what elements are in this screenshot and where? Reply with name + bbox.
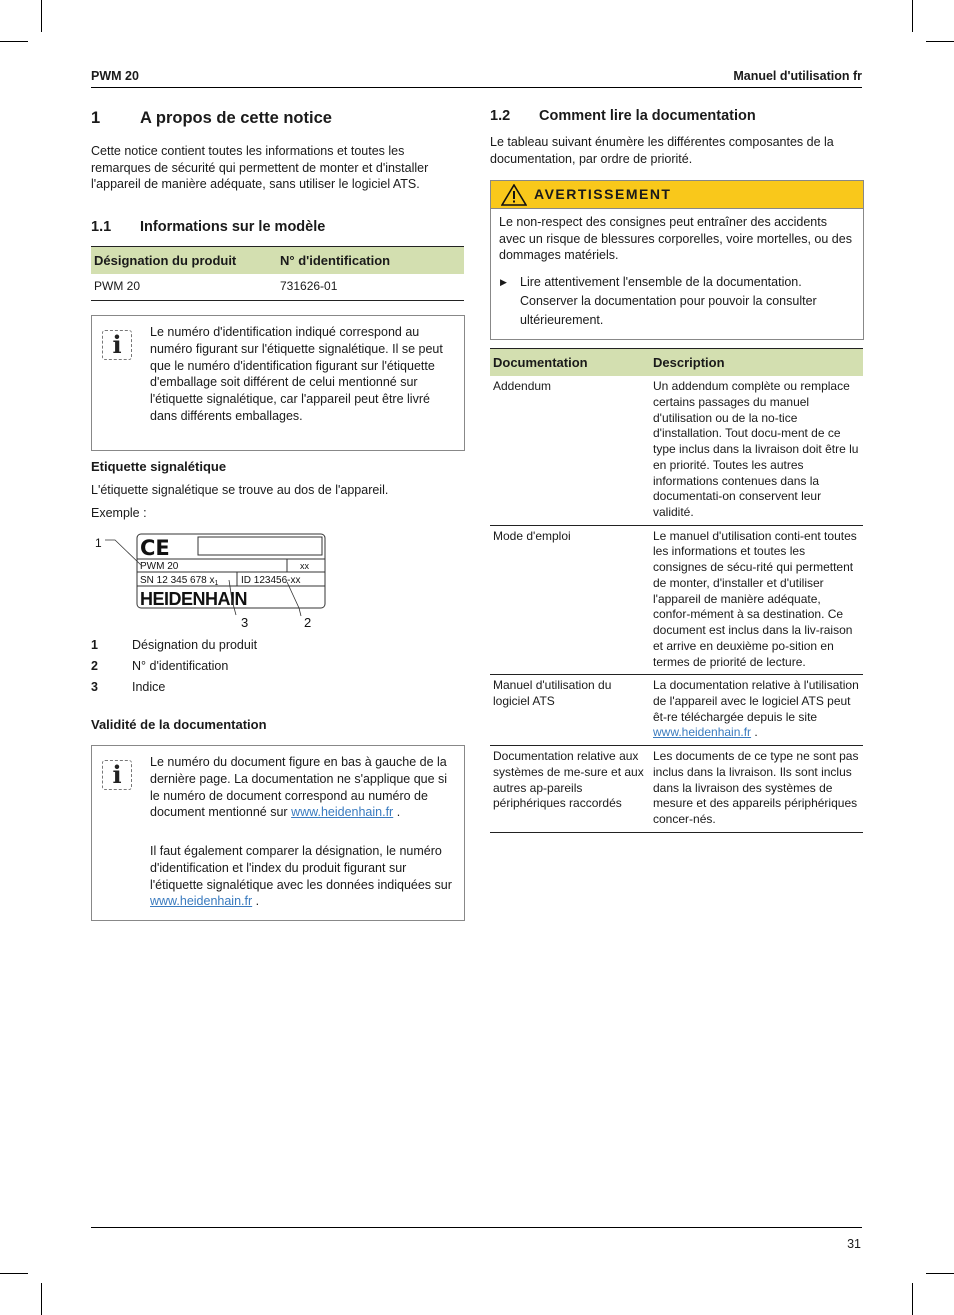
info-note-text: Le numéro d'identification indiqué correspond au numéro figurant sur l'étiquette signalétique. Il se peut que le numéro d'identification figurant sur l'étiquette d'emballage soit différent de celui mentionné sur l'étiquette signalétique, car l'appareil peut être livré dans différents emballages. bbox=[150, 325, 443, 423]
nameplate-heading: Etiquette signalétique bbox=[91, 459, 227, 474]
legend-item: 1 Désignation du produit bbox=[91, 638, 258, 652]
table-cell: Documentation relative aux systèmes de me-sure et aux autres ap-pareils périphériques raccordés bbox=[490, 746, 650, 833]
table-cell: Manuel d'utilisation du logiciel ATS bbox=[490, 675, 650, 746]
section-1-1-heading: 1.1 Informations sur le modèle bbox=[91, 219, 326, 235]
nameplate-id: ID 123456-xx bbox=[241, 575, 301, 586]
table-row bbox=[490, 376, 863, 525]
footer-rule bbox=[91, 1227, 862, 1228]
table-cell: Un addendum complète ou remplace certains passages du manuel d'utilisation ou de la no-tice d'installation. Tout docu-ment de ce type inclus dans la livraison doit être lu en priorité. Toutes les autres informations contenues dans la documentati-on conservent leur validité. bbox=[650, 376, 863, 525]
table-row bbox=[91, 274, 464, 300]
table-cell: La documentation relative à l'utilisation de l'appareil avec le logiciel ATS peut êt-re téléchargée depuis le site www.heidenhain.fr . bbox=[650, 675, 863, 746]
callout-line bbox=[105, 540, 141, 565]
validity-note-box bbox=[91, 745, 465, 921]
callout-2: 2 bbox=[304, 615, 312, 630]
heidenhain-link[interactable]: www.heidenhain.fr bbox=[291, 805, 394, 820]
bullet-arrow-icon: ▶ bbox=[500, 277, 507, 287]
header-product: PWM 20 bbox=[91, 69, 139, 83]
nameplate-example-label: Exemple : bbox=[91, 506, 147, 520]
crop-mark bbox=[0, 41, 28, 42]
crop-mark bbox=[926, 41, 954, 42]
nameplate-model: PWM 20 bbox=[140, 561, 179, 572]
callout-3: 3 bbox=[241, 615, 249, 630]
table-header: Désignation du produit bbox=[91, 247, 277, 275]
table-row bbox=[490, 675, 863, 746]
table-row bbox=[490, 525, 863, 674]
header-manual-title: Manuel d'utilisation fr bbox=[733, 69, 862, 83]
table-cell: Les documents de ce type ne sont pas inclus dans la livraison. Ils sont inclus dans la livraison des systèmes de mesure et des appareils périphériques concer-nés. bbox=[650, 746, 863, 833]
crop-mark bbox=[0, 1273, 28, 1274]
nameplate-illustration bbox=[91, 530, 331, 632]
validity-heading: Validité de la documentation bbox=[91, 717, 267, 732]
crop-mark bbox=[41, 0, 42, 32]
table-cell: Addendum bbox=[490, 376, 650, 525]
legend-item: 2 N° d'identification bbox=[91, 659, 229, 673]
nameplate-serial: SN 12 345 678 $x_1$ bbox=[140, 575, 219, 587]
nameplate-blank-field bbox=[198, 537, 322, 555]
warning-box bbox=[490, 180, 864, 340]
page-number: 31 bbox=[847, 1237, 861, 1251]
warning-title: AVERTISSEMENT bbox=[534, 186, 672, 202]
validity-note-p1: Le numéro du document figure en bas à gauche de la dernière page. La documentation ne s'applique que si le numéro de document correspond au numéro de document mentionné sur www.heidenhain.fr . bbox=[150, 755, 448, 820]
heidenhain-link[interactable]: www.heidenhain.fr bbox=[653, 725, 752, 740]
table-cell: 731626-01 bbox=[277, 274, 464, 300]
validity-note-p2: Il faut également comparer la désignation, le numéro d'identification et l'index du produit figurant sur l'étiquette signalétique avec les données indiquées sur www.heidenhain.fr . bbox=[150, 844, 452, 909]
nameplate-text: L'étiquette signalétique se trouve au dos de l'appareil. bbox=[91, 483, 389, 497]
warning-header bbox=[491, 181, 863, 209]
section-1-intro: Cette notice contient toutes les informations et toutes les remarques de sécurité qui permettent de monter et d'installer l'appareil de manière adéquate, sans utiliser le logiciel ATS. bbox=[91, 144, 429, 192]
table-header: Description bbox=[650, 349, 863, 377]
heidenhain-logo: HEIDENHAIN bbox=[140, 589, 248, 609]
crop-mark bbox=[912, 0, 913, 32]
crop-mark bbox=[912, 1283, 913, 1315]
legend-item: 3 Indice bbox=[91, 680, 166, 694]
section-1-2-intro: Le tableau suivant énumère les différentes composantes de la documentation, par ordre de priorité. bbox=[490, 135, 834, 166]
crop-mark bbox=[926, 1273, 954, 1274]
model-info-table bbox=[91, 246, 464, 301]
section-1-heading: 1 A propos de cette notice bbox=[91, 109, 332, 127]
table-row bbox=[490, 746, 863, 833]
warning-triangle-icon bbox=[501, 184, 527, 206]
warning-text: Le non-respect des consignes peut entraîner des accidents avec un risque de blessures corporelles, voire mortelles, ou des dommages matériels. bbox=[499, 215, 852, 263]
info-note-box bbox=[91, 315, 465, 451]
heidenhain-link[interactable]: www.heidenhain.fr bbox=[150, 894, 253, 909]
section-1-2-heading: 1.2 Comment lire la documentation bbox=[490, 108, 756, 124]
ce-mark: CE bbox=[140, 536, 170, 560]
info-icon: i bbox=[102, 760, 132, 790]
table-cell: PWM 20 bbox=[91, 274, 277, 300]
callout-1: 1 bbox=[95, 536, 102, 550]
warning-bullet: Lire attentivement l'ensemble de la documentation. Conserver la documentation pour pouvoir la consulter ultérieurement. bbox=[520, 275, 817, 328]
nameplate-xx: xx bbox=[300, 561, 309, 571]
info-icon: i bbox=[102, 330, 132, 360]
table-cell: Mode d'emploi bbox=[490, 525, 650, 674]
documentation-table bbox=[490, 348, 863, 833]
crop-mark bbox=[41, 1283, 42, 1315]
table-header: N° d'identification bbox=[277, 247, 464, 275]
header-rule bbox=[91, 87, 862, 88]
table-cell: Le manuel d'utilisation conti-ent toutes les informations et toutes les consignes de sécu-rité qui permettent de monter, d'installer et d'utiliser l'appareil de manière adéquate, confor-mément à sa destination. Ce document est inclus dans la liv-raison et arrive en deuxième po-sition en termes de priorité de lecture. bbox=[650, 525, 863, 674]
table-header: Documentation bbox=[490, 349, 650, 377]
